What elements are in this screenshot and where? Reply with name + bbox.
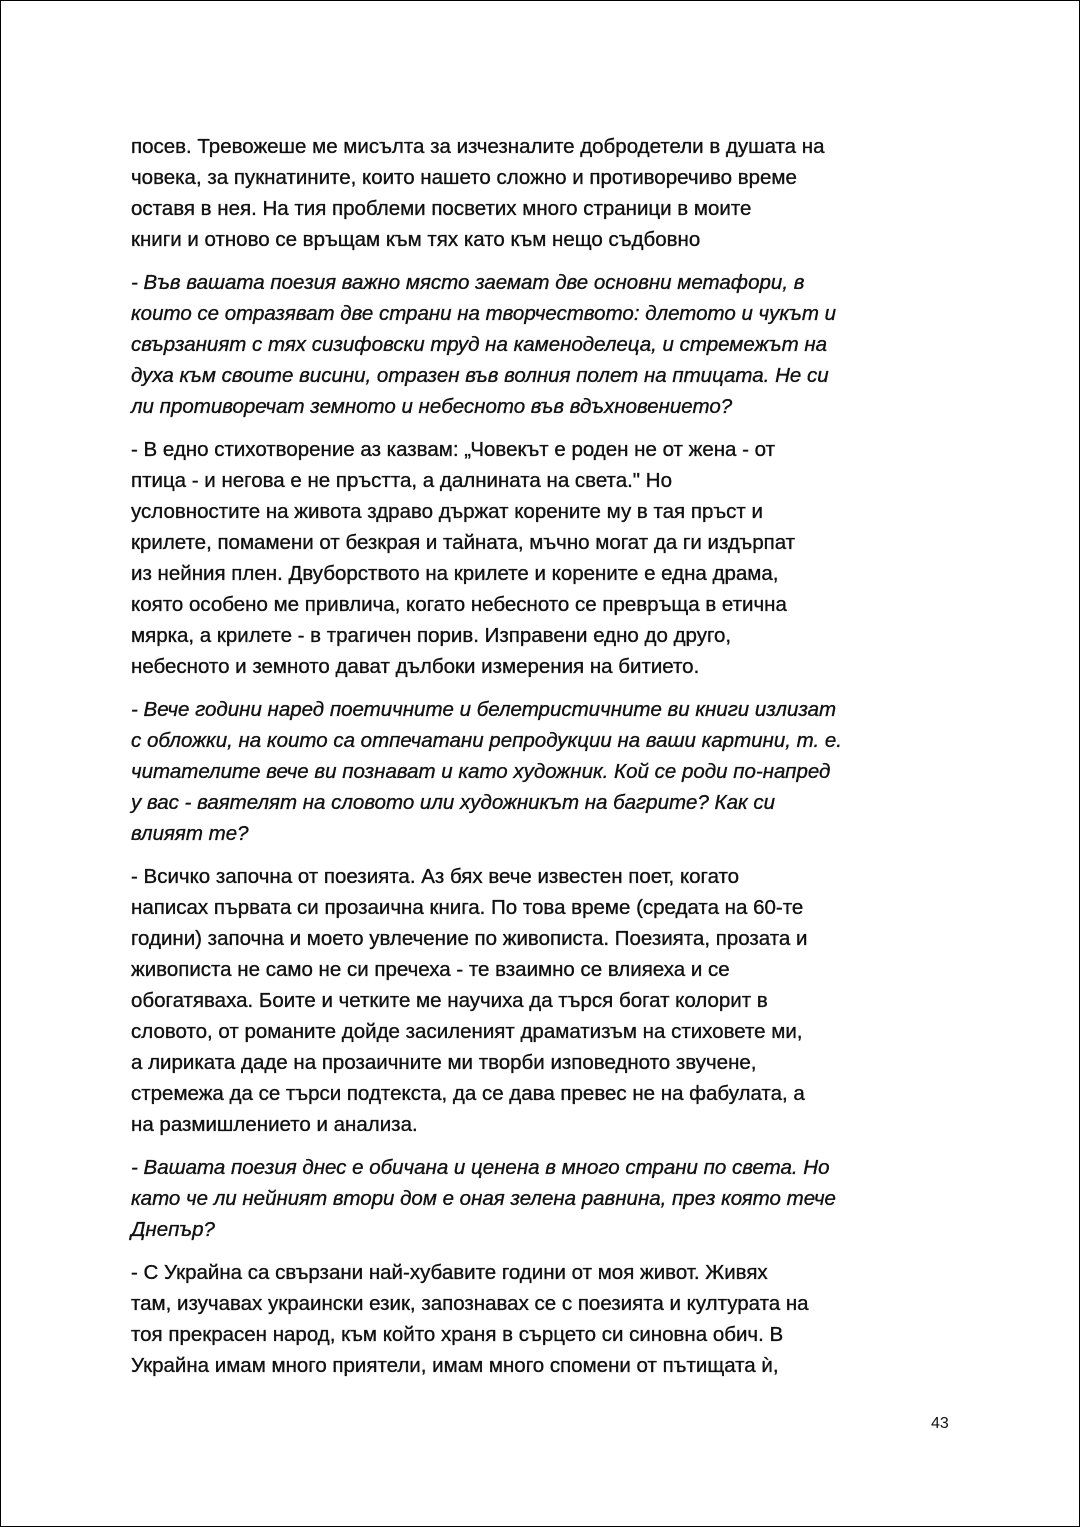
text-line: - Вашата поезия днес е обичана и ценена в много страни по света. Но xyxy=(131,1156,830,1179)
text-line: живописта не само не си пречеха - те взаимно се влияеха и се xyxy=(131,958,730,981)
text-line: - Във вашата поезия важно място заемат две основни метафори, в xyxy=(131,271,805,294)
text-line: - Всичко започна от поезията. Аз бях вече известен поет, когато xyxy=(131,865,740,888)
text-line: на размишлението и анализа. xyxy=(131,1113,418,1136)
text-line: обогатяваха. Боите и четките ме научиха да търся богат колорит в xyxy=(131,989,768,1012)
text-line: с обложки, на които са отпечатани репродукции на ваши картини, т. е. xyxy=(131,729,842,752)
text-line: книги и отново се връщам към тях като към нещо съдбовно xyxy=(131,228,701,251)
text-line: Днепър? xyxy=(131,1218,215,1241)
text-line: у вас - ваятелят на словото или художникът на багрите? Как си xyxy=(131,791,776,814)
text-line: която особено ме привлича, когато небесното се превръща в етична xyxy=(131,593,787,616)
text-line: из нейния плен. Двуборството на крилете и корените е една драма, xyxy=(131,562,779,585)
text-line: мярка, а крилете - в трагичен порив. Изправени едно до друго, xyxy=(131,624,732,647)
page-body xyxy=(131,131,961,1393)
text-line: а лириката даде на прозаичните ми творби изповедното звучене, xyxy=(131,1051,757,1074)
text-line: години) започна и моето увлечение по живописта. Поезията, прозата и xyxy=(131,927,808,950)
text-line: които се отразяват две страни на творчеството: длетото и чукът и xyxy=(131,302,837,325)
interview-question xyxy=(131,1152,961,1245)
interview-answer xyxy=(131,861,961,1140)
text-line: словото, от романите дойде засиленият драматизъм на стиховете ми, xyxy=(131,1020,803,1043)
text-line: свързаният с тях сизифовски труд на каменоделеца, и стремежът на xyxy=(131,333,828,356)
text-line: човека, за пукнатините, които нашето сложно и противоречиво време xyxy=(131,166,797,189)
interview-question xyxy=(131,267,961,422)
text-line: - Вече години наред поетичните и белетристичните ви книги излизат xyxy=(131,698,837,721)
interview-answer xyxy=(131,434,961,682)
text-line: ли противоречат земното и небесното във вдъхновението? xyxy=(131,395,733,418)
text-line: тоя прекрасен народ, към който храня в сърцето си синовна обич. В xyxy=(131,1323,784,1346)
interview-question xyxy=(131,694,961,849)
interview-answer xyxy=(131,1257,961,1381)
text-line: читателите вече ви познават и като художник. Кой се роди по-напред xyxy=(131,760,831,783)
text-line: оставя в нея. На тия проблеми посветих много страници в моите xyxy=(131,197,752,220)
text-line: - С Украйна са свързани най-хубавите години от моя живот. Живях xyxy=(131,1261,768,1284)
text-line: Украйна имам много приятели, имам много спомени от пътищата ѝ, xyxy=(131,1354,779,1377)
text-line: написах първата си прозаична книга. По това време (средата на 60-те xyxy=(131,896,804,919)
interview-answer xyxy=(131,131,961,255)
text-line: като че ли нейният втори дом е оная зелена равнина, през която тече xyxy=(131,1187,836,1210)
text-line: влияят те? xyxy=(131,822,249,845)
text-line: там, изучавах украински език, запознавах се с поезията и културата на xyxy=(131,1292,809,1315)
text-line: крилете, помамени от безкрая и тайната, мъчно могат да ги издърпат xyxy=(131,531,796,554)
text-line: условностите на живота здраво държат корените му в тая пръст и xyxy=(131,500,763,523)
text-line: стремежа да се търси подтекста, да се дава превес не на фабулата, а xyxy=(131,1082,805,1105)
page-number: 43 xyxy=(931,1415,949,1432)
text-line: посев. Тревожеше ме мисълта за изчезналите добродетели в душата на xyxy=(131,135,825,158)
text-line: птица - и негова е не пръстта, а далнината на света." Но xyxy=(131,469,672,492)
text-line: небесното и земното дават дълбоки измерения на битието. xyxy=(131,655,700,678)
text-line: - В едно стихотворение аз казвам: „Човекът е роден не от жена - от xyxy=(131,438,776,461)
text-line: духа към своите висини, отразен във волния полет на птицата. Не си xyxy=(131,364,829,387)
